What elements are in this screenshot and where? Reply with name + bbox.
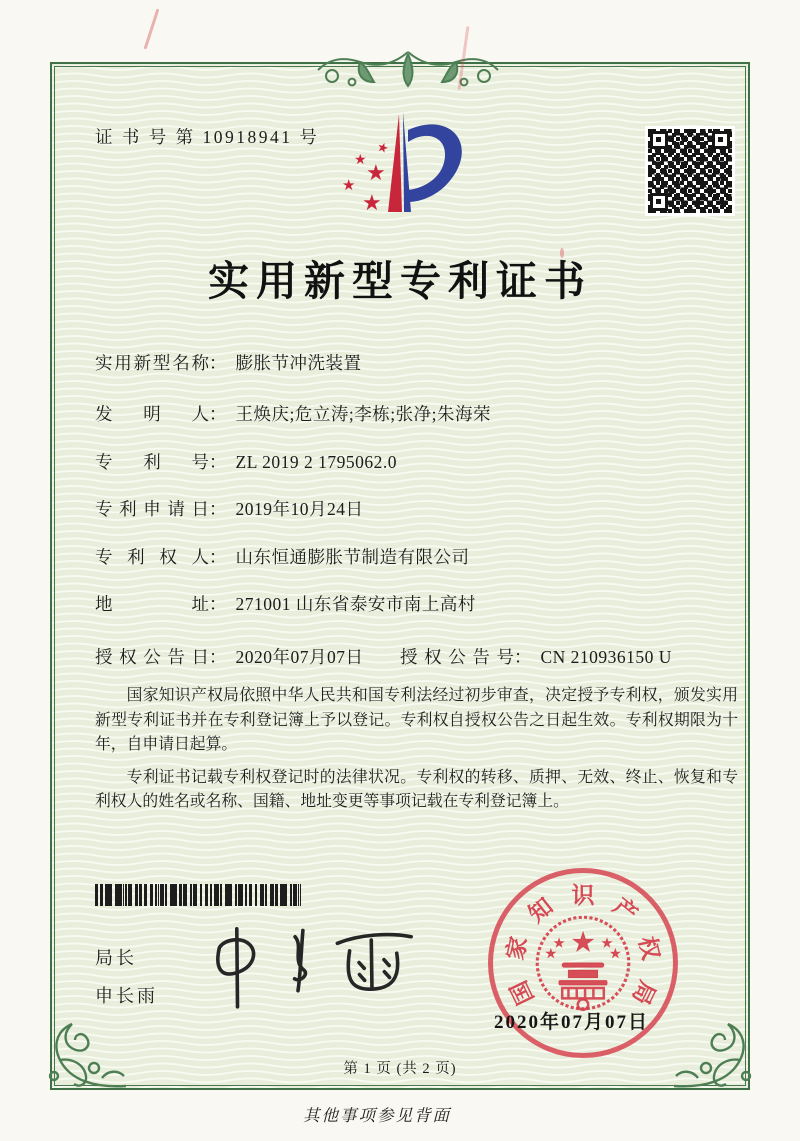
field-row-address <box>95 591 740 616</box>
field-value-grant-date: 2020年07月07日 <box>235 647 364 667</box>
director-name: 申长雨 <box>95 986 158 1006</box>
field-label: 授权公告号 <box>400 647 514 667</box>
qr-finder-pattern <box>650 131 668 149</box>
colon: ： <box>209 594 227 614</box>
red-ink-speck <box>560 248 564 258</box>
colon: ： <box>209 547 227 567</box>
svg-text:★: ★ <box>571 929 595 957</box>
svg-text:★: ★ <box>554 938 564 950</box>
seal-character: 识 <box>571 883 595 908</box>
qr-finder-pattern <box>650 193 668 211</box>
grant-number-pair <box>400 644 672 669</box>
svg-text:★: ★ <box>546 948 556 960</box>
field-value-filing-date: 2019年10月24日 <box>235 499 364 519</box>
barcode <box>95 884 301 906</box>
seal-character: 国 <box>506 976 539 1009</box>
svg-text:★: ★ <box>610 948 620 960</box>
seal-character: 知 <box>524 893 558 928</box>
legal-paragraph-1: 国家知识产权局依照中华人民共和国专利法经过初步审查，决定授予专利权，颁发实用新型专利证书并在专利登记簿上予以登记。专利权自授权公告之日起生效。专利权期限为十年，自申请日起算。 <box>95 687 738 753</box>
field-value-inventors: 王焕庆;危立涛;李栋;张净;朱海荣 <box>235 404 491 424</box>
qr-code <box>648 129 732 213</box>
svg-text:★: ★ <box>362 190 382 215</box>
colon: ： <box>209 499 227 519</box>
corner-flourish-right <box>672 1020 758 1092</box>
field-value-address: 271001 山东省泰安市南上高村 <box>235 594 476 614</box>
svg-text:★: ★ <box>375 138 391 157</box>
corner-flourish-left <box>42 1020 128 1092</box>
svg-text:★: ★ <box>354 153 367 168</box>
field-label: 实用新型名称 <box>95 353 209 373</box>
field-row-filing-date <box>95 496 740 521</box>
red-ink-speck <box>144 9 160 50</box>
field-label: 专利权人 <box>95 547 209 567</box>
field-label: 专利申请日 <box>95 499 209 519</box>
grant-date-pair <box>95 644 364 669</box>
field-label: 地址 <box>95 594 209 614</box>
colon: ： <box>209 353 227 373</box>
field-row-inventors <box>95 401 740 426</box>
field-row-name <box>95 350 740 375</box>
certificate-number: 证 书 号 第 10918941 号 <box>95 127 320 147</box>
svg-text:★: ★ <box>366 160 386 185</box>
colon: ： <box>514 647 532 667</box>
seal-date: 2020年07月07日 <box>494 1012 650 1033</box>
field-value-patent-number: ZL 2019 2 1795062.0 <box>235 452 397 472</box>
field-label: 专利号 <box>95 452 209 472</box>
field-row-grant <box>95 644 740 669</box>
field-label: 授权公告日 <box>95 647 209 667</box>
legal-paragraph-2: 专利证书记载专利权登记时的法律状况。专利权的转移、质押、无效、终止、恢复和专利权人的姓名或名称、国籍、地址变更等事项记载在专利登记簿上。 <box>95 768 738 810</box>
seal-character: 家 <box>502 934 532 963</box>
field-value-name: 膨胀节冲洗装置 <box>235 353 362 373</box>
legal-statement <box>95 684 738 823</box>
svg-text:★: ★ <box>342 178 356 194</box>
svg-text:★: ★ <box>602 938 612 950</box>
national-emblem-icon <box>531 911 635 1015</box>
page-indicator: 第 1 页 (共 2 页) <box>343 1061 457 1077</box>
seal-character: 权 <box>634 934 664 963</box>
seal-character: 产 <box>608 893 642 928</box>
top-border-ornament <box>298 38 518 90</box>
field-label: 发明人 <box>95 404 209 424</box>
certificate-title: 实用新型专利证书 <box>208 258 592 304</box>
colon: ： <box>209 404 227 424</box>
cnipa-logo-icon <box>330 98 480 226</box>
field-value-grant-number: CN 210936150 U <box>540 647 672 667</box>
qr-finder-pattern <box>712 131 730 149</box>
colon: ： <box>209 452 227 472</box>
back-side-note: 其他事项参见背面 <box>303 1106 451 1125</box>
director-title: 局长 <box>95 948 137 968</box>
director-signature-handwriting <box>198 908 436 1016</box>
colon: ： <box>209 647 227 667</box>
field-row-patentee <box>95 544 740 569</box>
field-row-patent-number <box>95 449 740 474</box>
field-value-patentee: 山东恒通膨胀节制造有限公司 <box>235 547 470 567</box>
seal-character: 局 <box>627 976 660 1009</box>
